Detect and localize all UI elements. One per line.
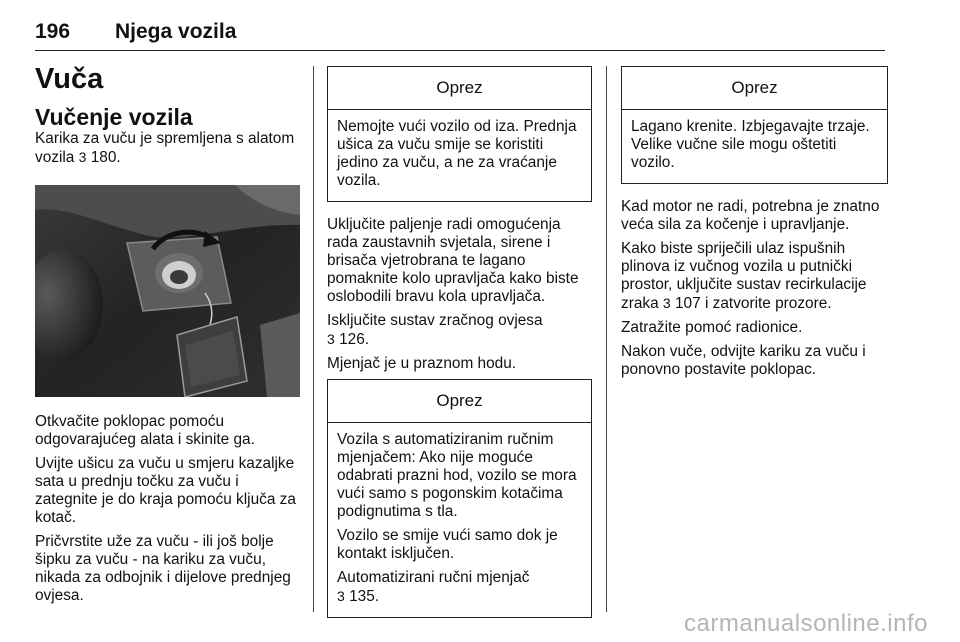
caution-text: Lagano krenite. Izbjegavajte trzaje. Velike vučne sile mogu oštetiti vozilo. (631, 118, 870, 171)
caution-text: Nemojte vući vozilo od iza. Prednja ušica za vuču smije se koristiti jedino za vuču, a ne za vraćanje vozila. (337, 118, 577, 189)
section-title: Njega vozila (115, 20, 237, 43)
intro-paragraph (35, 130, 300, 167)
page-header (35, 10, 885, 51)
body-paragraph: Kad motor ne radi, potrebna je znatno veća sila za kočenje i upravljanje. (621, 198, 880, 233)
page-ref[interactable]: 180. (90, 149, 121, 166)
page-ref[interactable]: 107 (675, 295, 701, 312)
caution-text: Vozila s automatiziranim ručnim mjenjačem: Ako nije moguće odabrati prazni hod, vozilo se mora vući samo s pogonskim kotačima podignutima s tla. (337, 431, 577, 520)
caution-box (327, 379, 592, 618)
body-paragraph (621, 240, 888, 313)
body-paragraph: Pričvrstite uže za vuču - ili još bolje šipku za vuču - na kariku za vuču, nikada za odbojnik i dijelove prednjeg ovjesa. (35, 533, 291, 604)
body-paragraph (327, 312, 592, 349)
page-ref-icon: 3 (327, 331, 335, 347)
page-ref-icon: 3 (337, 588, 345, 604)
caution-box (327, 66, 592, 202)
caution-title: Oprez (622, 67, 887, 110)
caution-box (621, 66, 888, 184)
column-middle (327, 66, 592, 628)
body-paragraph: Uključite paljenje radi omogućenja rada zaustavnih svjetala, sirene i brisača vjetrobrana te lagano pomaknite kolo upravljača kako biste oslobodili bravu kola upravljača. (327, 216, 579, 305)
body-text: Isključite sustav zračnog ovjesa (327, 312, 543, 329)
body-paragraph: Nakon vuče, odvijte kariku za vuču i ponovno postavite poklopac. (621, 343, 866, 378)
page-ref-icon: 3 (78, 149, 87, 165)
page-number: 196 (35, 20, 71, 43)
caution-text (337, 569, 582, 606)
chapter-title: Vuča (35, 63, 104, 95)
page-ref-icon: 3 (662, 295, 671, 311)
body-paragraph: Zatražite pomoć radionice. (621, 319, 803, 336)
body-paragraph: Uvijte ušicu za vuču u smjeru kazaljke sata u prednju točku za vuču i zategnite je do kraja pomoću ključa za kotač. (35, 455, 296, 526)
body-paragraph: Otkvačite poklopac pomoću odgovarajućeg alata i skinite ga. (35, 413, 255, 448)
body-paragraph: Mjenjač je u praznom hodu. (327, 355, 517, 372)
page-ref[interactable]: 126. (339, 331, 370, 348)
page-ref[interactable]: 135. (349, 588, 380, 605)
tow-eye-illustration (35, 185, 300, 397)
body-text: i zatvorite prozore. (704, 295, 832, 312)
column-divider (313, 66, 314, 612)
caution-title: Oprez (328, 67, 591, 110)
column-right (621, 66, 888, 385)
body-text: Kako biste spriječili ulaz ispušnih plinova iz vučnog vozila u putnički prostor, uključite sustav recirkulacije zraka (621, 240, 867, 312)
section-heading: Vučenje vozila (35, 104, 193, 130)
watermark: carmanualsonline.info (684, 610, 928, 637)
intro-text: Karika za vuču je spremljena s alatom vozila (35, 130, 295, 166)
column-left (35, 62, 300, 611)
caution-text: Vozilo se smije vući samo dok je kontakt isključen. (337, 527, 558, 562)
column-divider (606, 66, 607, 612)
caution-text: Automatizirani ručni mjenjač (337, 569, 530, 586)
caution-title: Oprez (328, 380, 591, 423)
